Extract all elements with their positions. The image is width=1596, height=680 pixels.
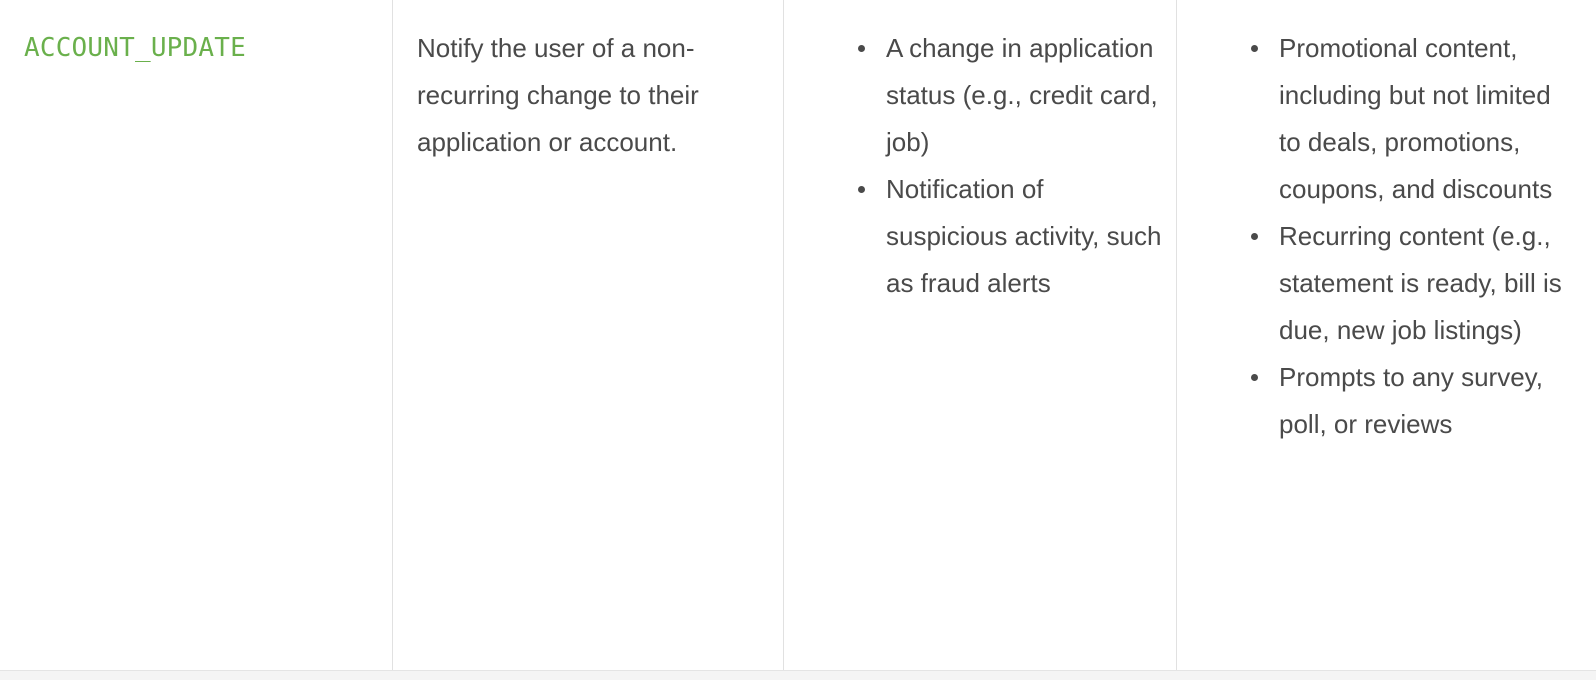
list-item: Prompts to any survey, poll, or reviews [1279, 354, 1579, 448]
disallowed-use-cases-list [1279, 25, 1579, 448]
tag-description: Notify the user of a non-recurring change to their application or account. [417, 33, 699, 157]
column-divider [1176, 0, 1177, 680]
allowed-use-cases-cell [784, 0, 1176, 670]
list-item: A change in application status (e.g., credit card, job) [886, 25, 1166, 166]
allowed-use-cases-list [886, 25, 1166, 307]
description-cell [393, 0, 783, 670]
tag-code-cell [0, 0, 392, 670]
column-divider [392, 0, 393, 680]
list-item: Notification of suspicious activity, such as fraud alerts [886, 166, 1166, 307]
list-item: Recurring content (e.g., statement is ready, bill is due, new job listings) [1279, 213, 1579, 354]
disallowed-use-cases-cell [1177, 0, 1596, 670]
list-item: Promotional content, including but not limited to deals, promotions, coupons, and discounts [1279, 25, 1579, 213]
next-row-edge [0, 670, 1596, 680]
column-divider [783, 0, 784, 680]
tag-code: ACCOUNT_UPDATE [24, 33, 246, 63]
